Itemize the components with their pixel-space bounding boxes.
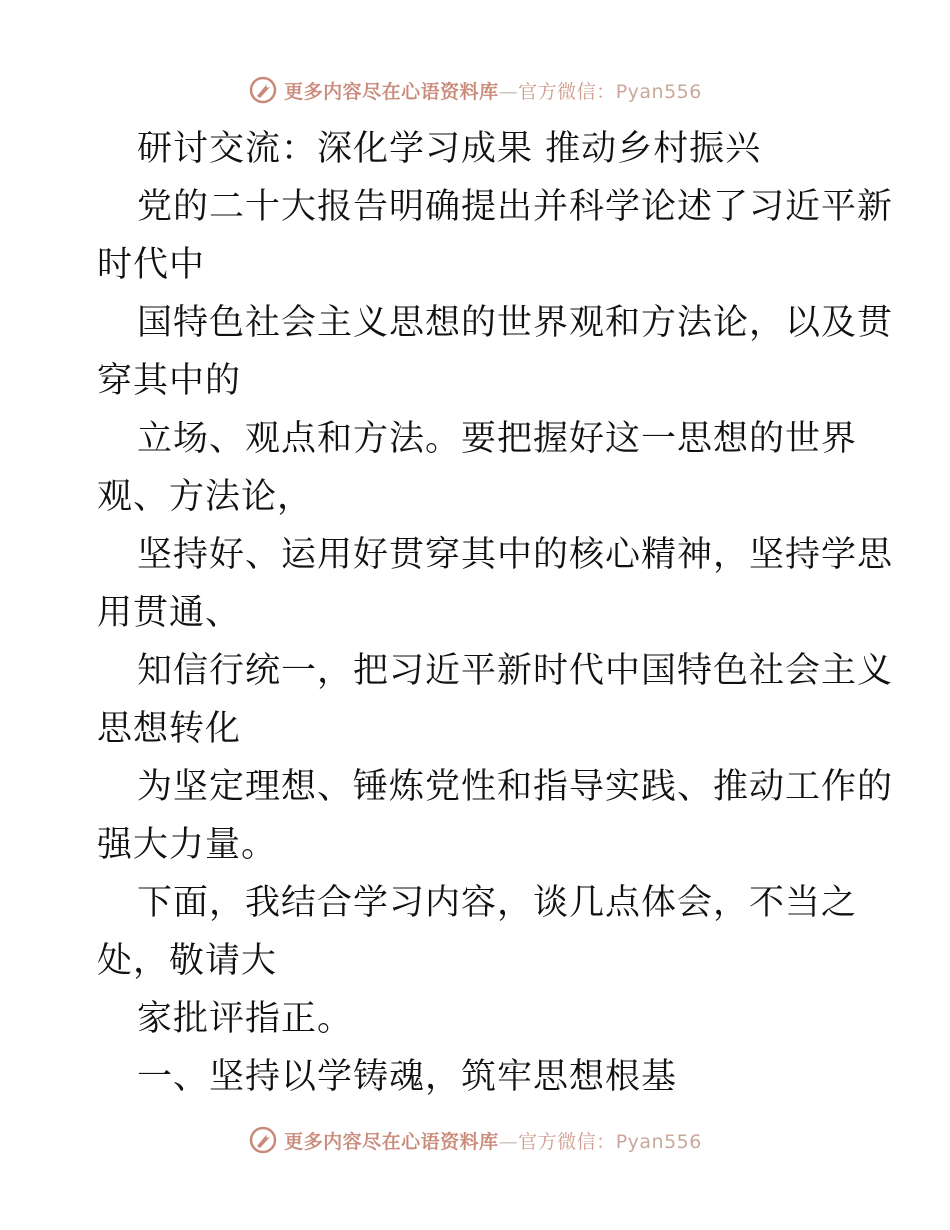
- paragraph-line: 知信行统一，把习近平新时代中国特色社会主义: [137, 651, 894, 691]
- paragraph-line: 思想转化: [97, 709, 242, 749]
- watermark-wechat-id: Pyan556: [615, 1130, 702, 1153]
- paragraph-line: 处，敬请大: [97, 941, 278, 981]
- watermark-text: [284, 1127, 702, 1154]
- section-heading: 一、坚持以学铸魂，筑牢思想根基: [137, 1057, 678, 1097]
- pen-nib-circle-icon: [248, 75, 278, 105]
- paragraph-line: 立场、观点和方法。要把握好这一思想的世界: [137, 419, 858, 459]
- watermark-separator: —: [498, 1130, 519, 1153]
- paragraph-line: 观、方法论，: [97, 477, 314, 517]
- paragraph-line: 坚持好、运用好贯穿其中的核心精神，坚持学思: [137, 535, 894, 575]
- paragraph-line: 国特色社会主义思想的世界观和方法论，以及贯: [137, 303, 894, 343]
- watermark-text: [284, 77, 702, 104]
- paragraph-line: 强大力量。: [97, 825, 278, 865]
- watermark-wechat-label: 官方微信：: [518, 80, 616, 103]
- watermark-brand: 更多内容尽在心语资料库: [284, 1130, 499, 1153]
- paragraph-line: 时代中: [97, 245, 206, 285]
- watermark-wechat-label: 官方微信：: [518, 1130, 616, 1153]
- document-title: 研讨交流：深化学习成果 推动乡村振兴: [137, 129, 762, 169]
- footer-watermark: [0, 1120, 950, 1160]
- watermark-separator: —: [498, 80, 519, 103]
- paragraph-line: 家批评指正。: [137, 999, 354, 1039]
- pen-nib-circle-icon: [248, 1125, 278, 1155]
- header-watermark: [0, 70, 950, 110]
- watermark-brand: 更多内容尽在心语资料库: [284, 80, 499, 103]
- document-body: [97, 120, 894, 1106]
- paragraph-line: 为坚定理想、锤炼党性和指导实践、推动工作的: [137, 767, 894, 807]
- paragraph-line: 用贯通、: [97, 593, 242, 633]
- paragraph-line: 下面，我结合学习内容，谈几点体会，不当之: [137, 883, 858, 923]
- watermark-wechat-id: Pyan556: [615, 80, 702, 103]
- paragraph-line: 穿其中的: [97, 361, 242, 401]
- paragraph-line: 党的二十大报告明确提出并科学论述了习近平新: [137, 187, 894, 227]
